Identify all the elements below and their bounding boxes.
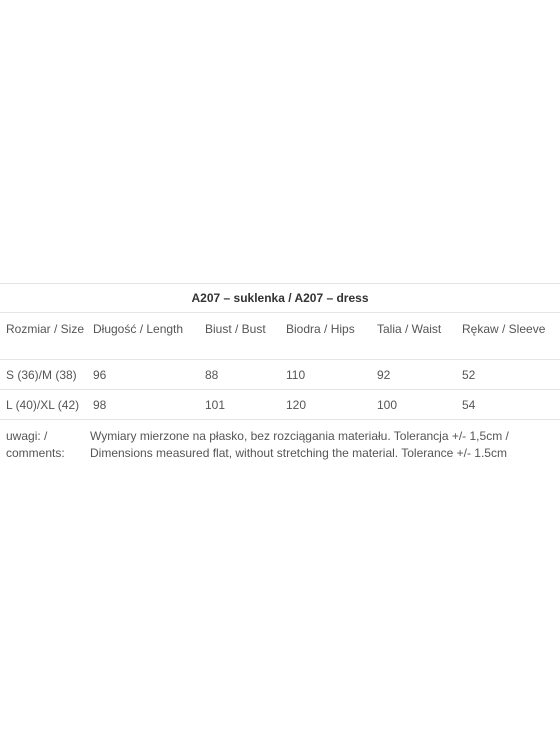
- table-title: A207 – suklenka / A207 – dress: [0, 284, 560, 313]
- size-chart-table: [0, 283, 560, 466]
- row-sleeve: 52: [456, 360, 560, 390]
- row-waist: 92: [371, 360, 456, 390]
- header-length: Długość / Length: [87, 313, 199, 360]
- notes-text: Wymiary mierzone na płasko, bez rozciągania materiału. Tolerancja +/- 1,5cm / Dimensions measured flat, without stretching the material. Tolerance +/- 1.5cm: [87, 420, 560, 466]
- header-sleeve: Rękaw / Sleeve: [456, 313, 560, 360]
- row-size: S (36)/M (38): [0, 360, 87, 390]
- row-size: L (40)/XL (42): [0, 390, 87, 420]
- row-waist: 100: [371, 390, 456, 420]
- row-length: 98: [87, 390, 199, 420]
- header-waist: Talia / Waist: [371, 313, 456, 360]
- table-header-row: [0, 313, 560, 360]
- table-row: [0, 360, 560, 390]
- header-bust: Biust / Bust: [199, 313, 280, 360]
- row-bust: 101: [199, 390, 280, 420]
- notes-label: uwagi: / comments:: [0, 420, 87, 466]
- header-size: Rozmiar / Size: [0, 313, 87, 360]
- row-sleeve: 54: [456, 390, 560, 420]
- row-bust: 88: [199, 360, 280, 390]
- table-row: [0, 390, 560, 420]
- row-hips: 110: [280, 360, 371, 390]
- notes-row: [0, 420, 560, 466]
- header-hips: Biodra / Hips: [280, 313, 371, 360]
- row-length: 96: [87, 360, 199, 390]
- table-title-row: [0, 284, 560, 313]
- row-hips: 120: [280, 390, 371, 420]
